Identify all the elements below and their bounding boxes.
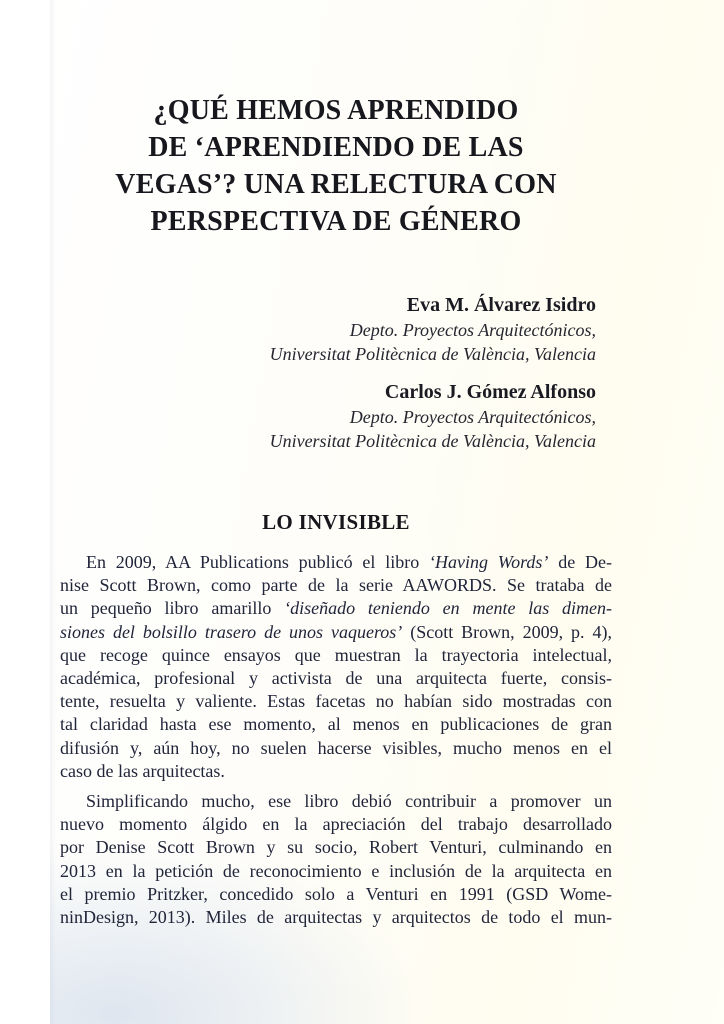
paragraph [60,551,612,783]
paragraph-line: caso de las arquitectas. [60,760,225,781]
paragraph-line: siones del bolsillo trasero de unos vaqueros’ (Scott Brown, 2009, p. 4), [60,621,612,642]
paragraph-line: académica, profesional y activista de una arquitecta fuerte, consis- [60,668,612,689]
chapter-title [60,92,612,240]
paragraph-line: 2013 en la petición de reconocimiento e inclusión de la arquitecta en [60,860,612,881]
author-affiliation: Depto. Proyectos Arquitectónicos, [349,320,596,340]
paragraph [60,790,612,929]
paragraph-line: tal claridad hasta ese momento, al menos en publicaciones de gran [60,714,612,735]
chapter-title-line: PERSPECTIVA DE GÉNERO [150,206,522,237]
paragraph-line: ninDesign, 2013). Miles de arquitectas y arquitectos de todo el mun- [60,907,612,928]
paragraph-line: un pequeño libro amarillo ‘diseñado teniendo en mente las dimen- [60,598,613,619]
author-group [60,292,596,366]
paragraph-line: tente, resuelta y valiente. Estas facetas no habían sido mostradas con [60,691,612,712]
author-name: Eva M. Álvarez Isidro [406,294,596,316]
authors-block [60,292,612,453]
paragraph-line: En 2009, AA Publications publicó el libro ‘Having Words’ de De- [86,552,612,572]
section-heading: LO INVISIBLE [262,510,410,534]
paragraph-line: que recoge quince ensayos que muestran la trayectoria intelectual, [60,644,612,665]
paragraph-line: el premio Pritzker, concedido solo a Venturi en 1991 (GSD Wome- [60,883,612,904]
chapter-title-line: DE ‘APRENDIENDO DE LAS [148,132,524,163]
paragraph-line: Simplificando mucho, ese libro debió contribuir a promover un [86,791,612,812]
chapter-title-line: ¿QUÉ HEMOS APRENDIDO [153,95,519,126]
author-affiliation: Depto. Proyectos Arquitectónicos, [349,407,596,427]
paragraph-line: difusión y, aún hoy, no suelen hacerse visibles, mucho menos en el [60,737,612,758]
paragraph-line: nuevo momento álgido en la apreciación del trabajo desarrollado [60,814,612,835]
body-text [60,551,612,929]
paragraph-line: nise Scott Brown, como parte de la serie AAWORDS. Se trataba de [60,575,612,596]
chapter-title-line: VEGAS’? UNA RELECTURA CON [115,169,557,200]
author-name: Carlos J. Gómez Alfonso [384,381,596,403]
author-affiliation: Universitat Politècnica de València, Valencia [269,344,596,364]
author-affiliation: Universitat Politècnica de València, Valencia [269,431,596,451]
paragraph-line: por Denise Scott Brown y su socio, Robert Venturi, culminando en [60,837,612,858]
author-group [60,379,596,453]
